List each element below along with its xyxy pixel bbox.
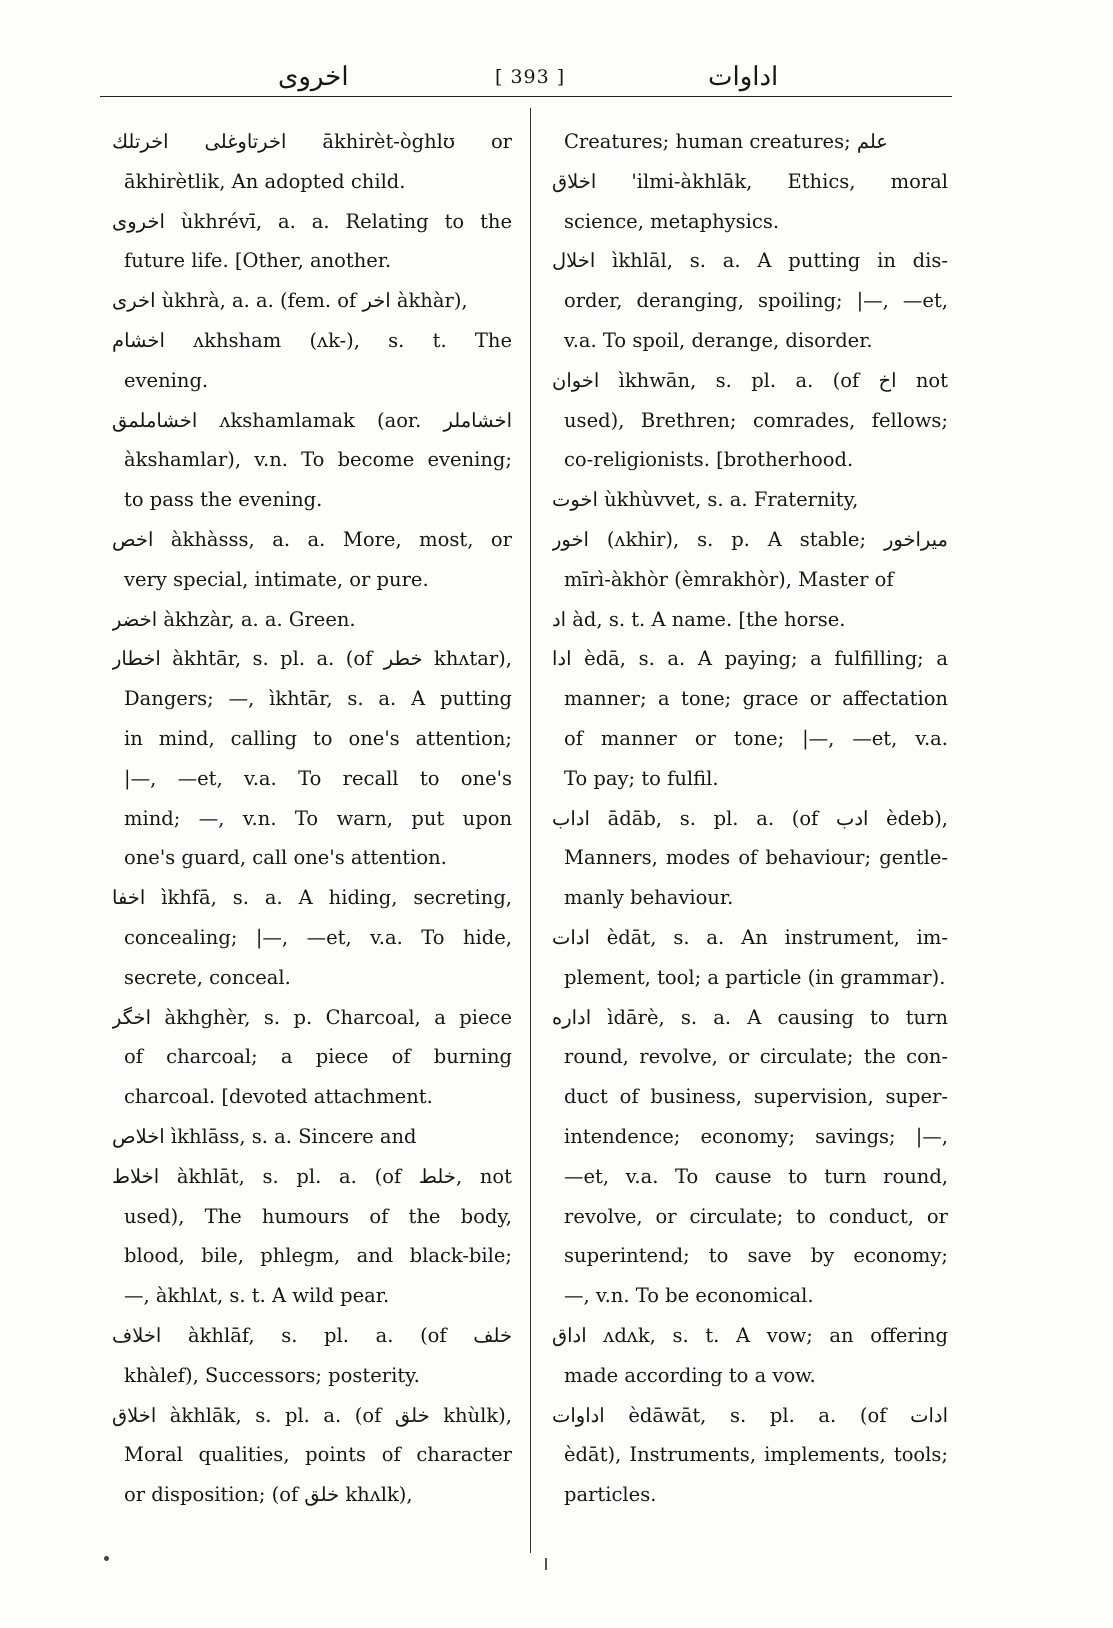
entry-line: —et, v.a. To cause to turn round,	[564, 1164, 948, 1188]
entry-line: order, deranging, spoiling; |—, —et,	[564, 289, 948, 313]
entry-line: اخطار àkhtār, s. pl. a. (of خطر khʌtar),	[112, 647, 512, 671]
entry-line: in mind, calling to one's attention;	[124, 726, 512, 750]
entry-line: اخرتاوغلی اخرتلك ākhirèt-òghlʊ or	[112, 130, 512, 153]
entry-line: intendence; economy; savings; |—,	[564, 1124, 948, 1148]
entry-line: اداره ìdārè, s. a. A causing to turn	[552, 1005, 948, 1029]
entry-line: اخفا ìkhfā, s. a. A hiding, secreting,	[112, 886, 512, 910]
right-column	[552, 122, 948, 1515]
entry-line: ادا èdā, s. a. A paying; a fulfilling; a	[552, 647, 948, 671]
entry-line: اخور (ʌkhir), s. p. A stable; میراخور	[552, 527, 948, 551]
entry-line: اد àd, s. t. A name. [the horse.	[552, 607, 846, 631]
entry-line: اخص àkhàsss, a. a. More, most, or	[112, 527, 512, 551]
entry-line: superintend; to save by economy;	[564, 1244, 948, 1268]
entry-line: concealing; |—, —et, v.a. To hide,	[124, 925, 512, 949]
entry-line: manner; a tone; grace or affectation	[564, 687, 948, 711]
entry-line: اخلاص ìkhlāss, s. a. Sincere and	[112, 1124, 417, 1148]
entry-line: —, v.n. To be economical.	[564, 1284, 814, 1308]
entry-line: اداب ādāb, s. pl. a. (of ادب èdeb),	[552, 806, 948, 830]
page-speck	[104, 1556, 109, 1561]
entry-line: اداق ʌdʌk, s. t. A vow; an offering	[552, 1323, 948, 1347]
entry-line: ادات èdāt, s. a. An instrument, im-	[552, 925, 948, 949]
gutter-mark	[545, 1558, 547, 1570]
entry-line: mīrì-àkhòr (èmrakhòr), Master of	[564, 567, 894, 591]
entry-line: used), The humours of the body,	[124, 1204, 512, 1228]
entry-line: اخروی ùkhrévī, a. a. Relating to the	[112, 209, 512, 233]
entry-line: |—, —et, v.a. To recall to one's	[124, 766, 512, 790]
entry-line: to pass the evening.	[124, 488, 323, 512]
entry-line: made according to a vow.	[564, 1363, 816, 1387]
entry-line: —, àkhlʌt, s. t. A wild pear.	[124, 1284, 390, 1308]
entry-line: particles.	[564, 1483, 657, 1507]
entry-line: of charcoal; a piece of burning	[124, 1045, 512, 1069]
header-right-word: اداوات	[708, 62, 779, 92]
entry-line: mind; —, v.n. To warn, put upon	[124, 806, 512, 830]
entry-line: secrete, conceal.	[124, 965, 291, 989]
entry-line: اخلال ìkhlāl, s. a. A putting in dis-	[552, 249, 948, 273]
left-column	[112, 122, 512, 1515]
column-divider	[530, 108, 531, 1553]
entry-line: revolve, or circulate; to conduct, or	[564, 1204, 948, 1228]
entry-line: co-religionists. [brotherhood.	[564, 448, 854, 472]
entry-line: اداوات èdāwāt, s. pl. a. (of ادات	[552, 1403, 948, 1427]
page-header	[100, 56, 952, 97]
entry-line: اخلاق 'ilmi-àkhlāk, Ethics, moral	[552, 169, 948, 193]
entry-line: of manner or tone; |—, —et, v.a.	[564, 726, 948, 750]
entry-line: اخگر àkhghèr, s. p. Charcoal, a piece	[112, 1005, 512, 1029]
entry-line: evening.	[124, 368, 209, 392]
entry-line: اخشام ʌkhsham (ʌk-), s. t. The	[112, 328, 512, 352]
entry-line: àkshamlar), v.n. To become evening;	[124, 448, 512, 472]
entry-line: اخلاف àkhlāf, s. pl. a. (of خلف	[112, 1323, 512, 1347]
entry-line: very special, intimate, or pure.	[124, 567, 429, 591]
entry-line: khàlef), Successors; posterity.	[124, 1363, 420, 1387]
header-left-word: اخروی	[278, 62, 349, 92]
entry-line: manly behaviour.	[564, 886, 734, 910]
entry-line: Moral qualities, points of character	[124, 1443, 512, 1467]
entry-line: one's guard, call one's attention.	[124, 846, 447, 870]
entry-line: Dangers; —, ìkhtār, s. a. A putting	[124, 687, 512, 711]
entry-line: or disposition; (of خلق khʌlk),	[124, 1483, 413, 1507]
entry-line: اخلاق àkhlāk, s. pl. a. (of خلق khùlk),	[112, 1403, 512, 1427]
entry-line: اخشاملمق ʌkshamlamak (aor. اخشاملر	[112, 408, 512, 432]
entry-line: v.a. To spoil, derange, disorder.	[564, 328, 873, 352]
entry-line: duct of business, supervision, super-	[564, 1085, 948, 1109]
entry-line: èdāt), Instruments, implements, tools;	[564, 1443, 948, 1467]
page-number: [ 393 ]	[495, 66, 566, 88]
entry-line: science, metaphysics.	[564, 209, 780, 233]
entry-line: ākhirètlik, An adopted child.	[124, 169, 406, 193]
entry-line: اخری ùkhrà, a. a. (fem. of اخر àkhàr),	[112, 289, 468, 313]
entry-line: round, revolve, or circulate; the con-	[564, 1045, 948, 1069]
entry-line: اخضر àkhzàr, a. a. Green.	[112, 607, 356, 631]
entry-line: future life. [Other, another.	[124, 249, 392, 273]
entry-line: Manners, modes of behaviour; gentle-	[564, 846, 948, 870]
entry-line: To pay; to fulfil.	[564, 766, 719, 790]
entry-line: اخلاط àkhlāt, s. pl. a. (of خلط, not	[112, 1164, 512, 1188]
entry-line: blood, bile, phlegm, and black-bile;	[124, 1244, 512, 1268]
entry-line: charcoal. [devoted attachment.	[124, 1085, 433, 1109]
entry-line: اخوان ìkhwān, s. pl. a. (of اخ not	[552, 368, 948, 392]
entry-line: Creatures; human creatures; علم	[564, 130, 888, 153]
entry-line: used), Brethren; comrades, fellows;	[564, 408, 948, 432]
entry-line: plement, tool; a particle (in grammar).	[564, 965, 946, 989]
entry-line: اخوت ùkhùvvet, s. a. Fraternity,	[552, 488, 859, 512]
